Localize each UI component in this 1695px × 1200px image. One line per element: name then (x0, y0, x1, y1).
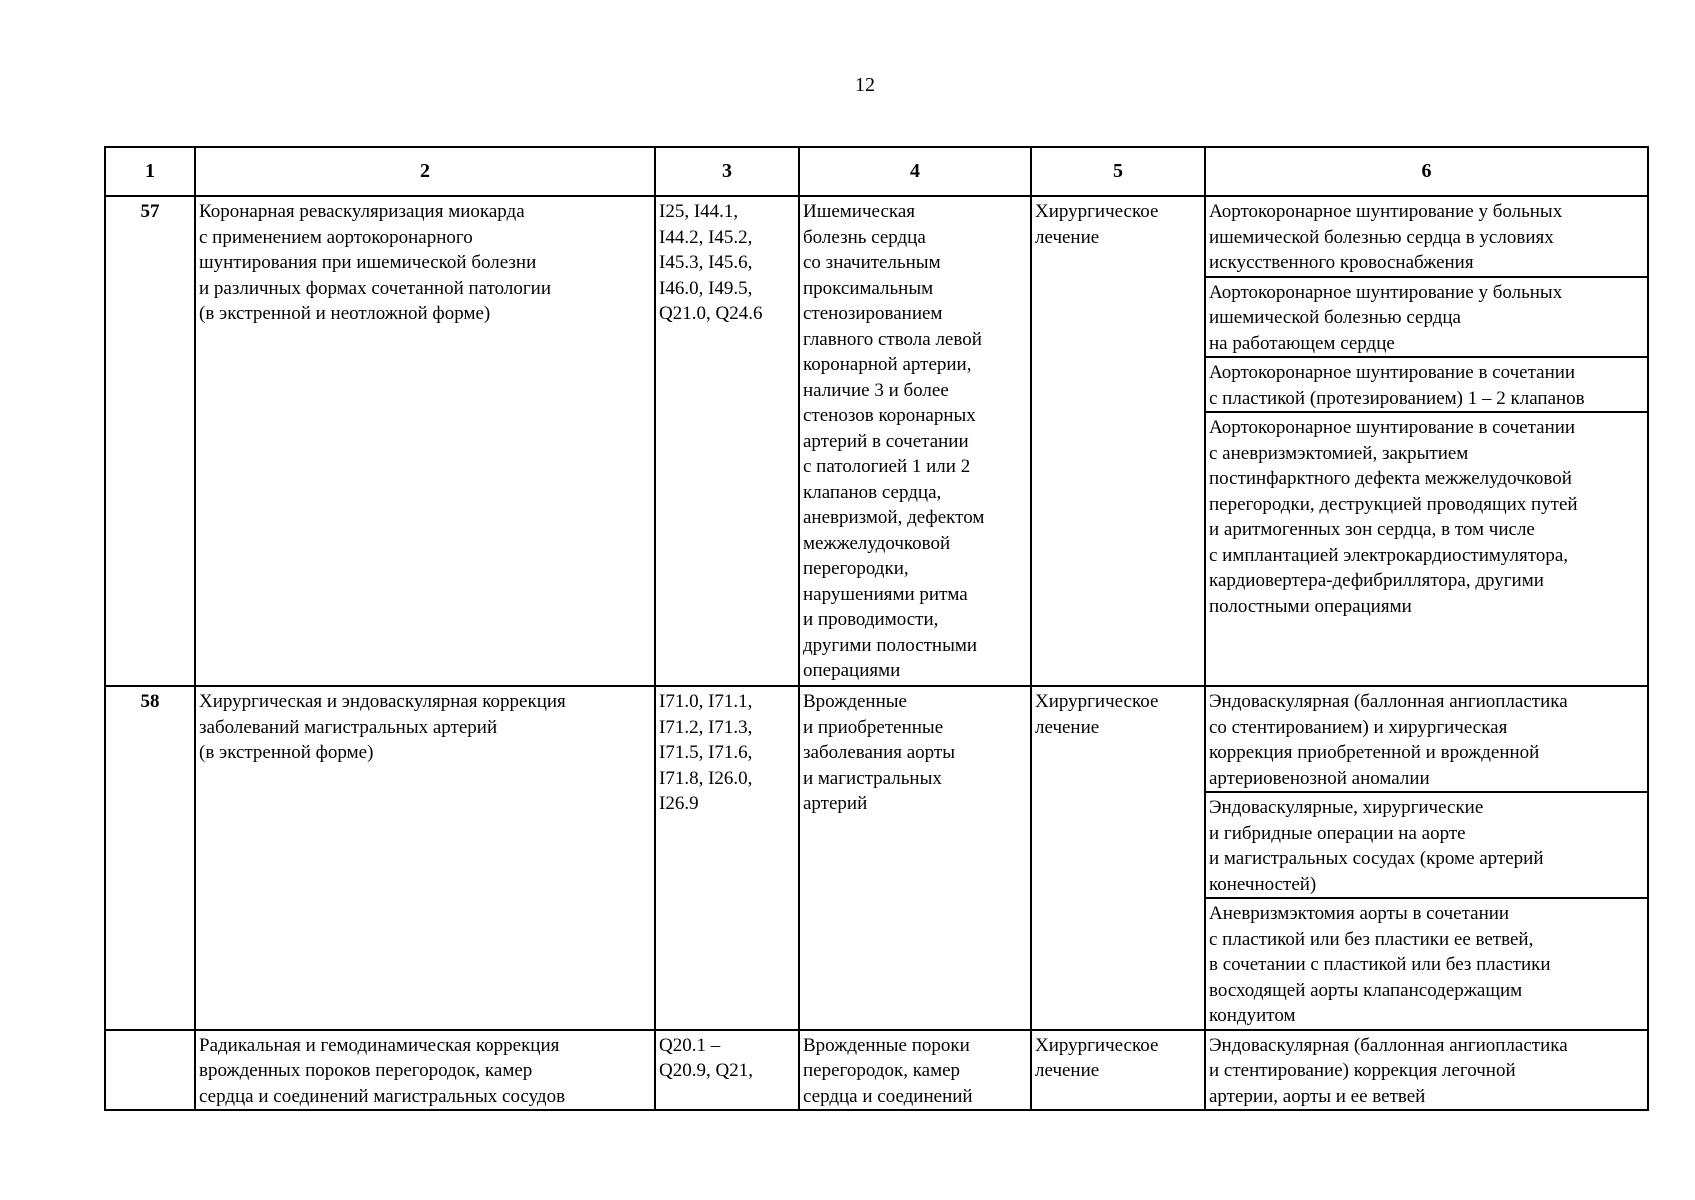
table-row-58-continued (105, 1030, 1648, 1111)
header-col-6: 6 (1205, 147, 1648, 196)
procedures-table (104, 146, 1649, 1111)
treatment-methods (1205, 196, 1648, 686)
treatment-type: Хирургическое лечение (1031, 1030, 1205, 1111)
table-header-row (105, 147, 1648, 196)
method-item: Аортокоронарное шунтирование у больных ишемической болезнью сердца на работающем сердце (1206, 278, 1647, 359)
procedure-name: Коронарная реваскуляризация миокарда с применением аортокоронарного шунтирования при ишемической болезни и различных формах сочетанной патологии (в экстренной и неотложной форме) (195, 196, 655, 686)
method-item: Эндоваскулярные, хирургические и гибридные операции на аорте и магистральных сосудах (кроме артерий конечностей) (1206, 793, 1647, 899)
header-col-4: 4 (799, 147, 1031, 196)
method-item: Аневризмэктомия аорты в сочетании с пластикой или без пластики ее ветвей, в сочетании с пластикой или без пластики восходящей аорты клапансодержащим кондуитом (1209, 903, 1551, 1026)
method-item: Эндоваскулярная (баллонная ангиопластика и стентирование) коррекция легочной артерии, аорты и ее ветвей (1209, 1034, 1568, 1107)
page-number: 12 (855, 74, 875, 96)
row-number: 58 (105, 686, 195, 1030)
patient-model: Врожденные и приобретенные заболевания аорты и магистральных артерий (799, 686, 1031, 1030)
procedure-name: Хирургическая и эндоваскулярная коррекция заболеваний магистральных артерий (в экстренной форме) (195, 686, 655, 1030)
method-item: Аортокоронарное шунтирование у больных ишемической болезнью сердца в условиях искусственного кровоснабжения (1206, 197, 1647, 278)
icd-codes: Q20.1 – Q20.9, Q21, (655, 1030, 799, 1111)
method-item: Аортокоронарное шунтирование в сочетании с пластикой (протезированием) 1 – 2 клапанов (1206, 358, 1647, 413)
treatment-type: Хирургическое лечение (1031, 196, 1205, 686)
table-row-57 (105, 196, 1648, 686)
treatment-methods (1205, 686, 1648, 1030)
treatment-methods (1205, 1030, 1648, 1111)
row-number (105, 1030, 195, 1111)
header-col-3: 3 (655, 147, 799, 196)
row-number: 57 (105, 196, 195, 686)
method-item: Эндоваскулярная (баллонная ангиопластика со стентированием) и хирургическая коррекция приобретенной и врожденной артериовенозной аномалии (1206, 687, 1647, 793)
treatment-type: Хирургическое лечение (1031, 686, 1205, 1030)
patient-model: Ишемическая болезнь сердца со значительным проксимальным стенозированием главного ствола левой коронарной артерии, наличие 3 и более стенозов коронарных артерий в сочетании с патологией 1 или 2 клапанов сердца, аневризмой, дефектом межжелудочковой перегородки, нарушениями ритма и проводимости, другими полостными операциями (799, 196, 1031, 686)
icd-codes: I25, I44.1, I44.2, I45.2, I45.3, I45.6, I46.0, I49.5, Q21.0, Q24.6 (655, 196, 799, 686)
table-row-58 (105, 686, 1648, 1030)
icd-codes: I71.0, I71.1, I71.2, I71.3, I71.5, I71.6, I71.8, I26.0, I26.9 (655, 686, 799, 1030)
method-item: Аортокоронарное шунтирование в сочетании с аневризмэктомией, закрытием постинфарктного дефекта межжелудочковой перегородки, деструкцией проводящих путей и аритмогенных зон сердца, в том числе с имплантацией электрокардиостимулятора, кардиовертера-дефибриллятора, другими полостными операциями (1209, 417, 1578, 617)
patient-model: Врожденные пороки перегородок, камер сердца и соединений (799, 1030, 1031, 1111)
header-col-2: 2 (195, 147, 655, 196)
procedure-name: Радикальная и гемодинамическая коррекция врожденных пороков перегородок, камер сердца и соединений магистральных сосудов (195, 1030, 655, 1111)
header-col-5: 5 (1031, 147, 1205, 196)
header-col-1: 1 (105, 147, 195, 196)
